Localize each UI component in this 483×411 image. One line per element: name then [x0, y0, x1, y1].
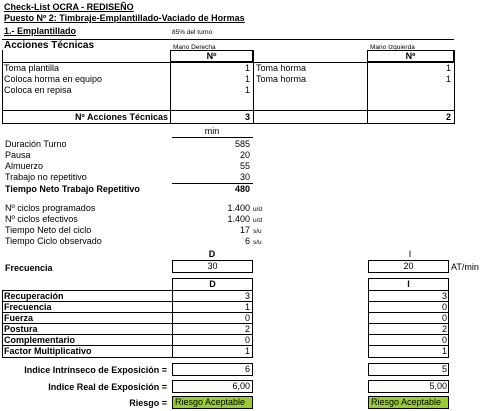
ciclos-programados-label: Nº ciclos programados	[5, 203, 96, 213]
fuerza-d: 0	[244, 313, 250, 323]
tiempo-neto-ciclo-value: 17	[239, 225, 250, 235]
mano-izquierda-label: Mano Izquierda	[370, 44, 415, 51]
postura-label: Postura	[4, 324, 38, 334]
riesgo-i-badge: Riesgo Aceptable	[368, 396, 449, 409]
factor-multiplicativo-label: Factor Multiplicativo	[4, 346, 92, 356]
no-repetitivo-label: Trabajo no repetitivo	[5, 172, 87, 182]
factor-multiplicativo-i: 1	[441, 346, 447, 356]
real-d: 6,00	[232, 381, 250, 391]
total-right: 3	[244, 112, 250, 122]
right-row-3-label: Coloca en repisa	[4, 85, 72, 95]
freq-i-value: 20	[403, 261, 414, 271]
freq-d-label: D	[208, 249, 216, 259]
neto-value: 480	[234, 184, 250, 194]
tiempo-neto-ciclo-label: Tiempo Neto del ciclo	[5, 225, 92, 235]
duracion-value: 585	[234, 139, 250, 149]
left-row-1-value: 1	[445, 63, 451, 73]
duracion-label: Duración Turno	[5, 139, 67, 149]
right-row-1-label: Toma plantilla	[4, 63, 60, 73]
total-left: 2	[445, 112, 451, 122]
left-row-1-label: Toma horma	[256, 63, 307, 73]
real-i: 5,00	[429, 381, 447, 391]
section-title: 1.- Emplantillado	[4, 26, 77, 36]
right-row-2-value: 1	[244, 74, 250, 84]
no-repetitivo-value: 30	[239, 172, 250, 182]
turno-note: 85% del turno	[172, 29, 213, 36]
ciclos-efectivos-value: 1.400	[227, 214, 250, 224]
right-row-2-label: Coloca horma en equipo	[4, 74, 103, 84]
ciclos-efectivos-unit: u/d	[253, 217, 263, 224]
tiempo-ciclo-observado-value: 6	[244, 236, 250, 246]
intrinseco-d: 6	[244, 364, 250, 374]
recuperacion-label: Recuperación	[4, 291, 64, 301]
real-label: Indice Real de Exposición =	[48, 382, 167, 392]
recuperacion-i: 3	[441, 291, 447, 301]
total-label: Nº Acciones Técnicas	[75, 112, 168, 122]
left-row-2-value: 1	[445, 74, 451, 84]
postura-d: 2	[244, 324, 250, 334]
freq-unit: AT/min	[451, 262, 479, 272]
neto-label: Tiempo Neto Trabajo Repetitivo	[5, 184, 140, 194]
freq-d-value: 30	[207, 261, 218, 271]
pausa-value: 20	[239, 150, 250, 160]
tiempo-ciclo-observado-unit: s/u	[253, 239, 262, 246]
mano-derecha-label: Mano Derecha	[173, 44, 216, 51]
acciones-header: Acciones Técnicas	[4, 40, 95, 51]
tiempo-ciclo-observado-label: Tiempo Ciclo observado	[5, 236, 102, 246]
intrinseco-i: 5	[441, 364, 447, 374]
factores-d-header: D	[209, 279, 216, 289]
intrinseco-label: Indice Intrínseco de Exposición =	[24, 365, 167, 375]
freq-i-label: I	[408, 249, 412, 259]
riesgo-d-badge: Riesgo Aceptable	[172, 396, 253, 409]
n-header-left: Nº	[405, 51, 416, 61]
page-subtitle: Puesto Nº 2: Timbraje-Emplantillado-Vaciado de Hormas	[4, 13, 245, 23]
ciclos-programados-value: 1.400	[227, 203, 250, 213]
complementario-label: Complementario	[4, 335, 76, 345]
right-row-1-value: 1	[244, 63, 250, 73]
frecuencia-factor-d: 1	[244, 302, 250, 312]
fuerza-i: 0	[441, 313, 447, 323]
frecuencia-factor-label: Frecuencia	[4, 302, 52, 312]
min-header: min	[204, 126, 220, 136]
almuerzo-label: Almuerzo	[5, 161, 44, 171]
postura-i: 2	[441, 324, 447, 334]
almuerzo-value: 55	[239, 161, 250, 171]
tiempo-neto-ciclo-unit: s/u	[253, 228, 262, 235]
factores-i-header: I	[407, 279, 410, 289]
riesgo-label: Riesgo =	[129, 398, 167, 408]
left-row-2-label: Toma horma	[256, 74, 307, 84]
complementario-d: 0	[244, 335, 250, 345]
page-title: Check-List OCRA - REDISEÑO	[4, 2, 134, 12]
frecuencia-label: Frecuencia	[5, 263, 53, 273]
right-row-3-value: 1	[244, 85, 250, 95]
ciclos-programados-unit: u/d	[253, 206, 263, 213]
fuerza-label: Fuerza	[4, 313, 34, 323]
recuperacion-d: 3	[244, 291, 250, 301]
n-header-right: Nº	[206, 51, 217, 61]
pausa-label: Pausa	[5, 150, 31, 160]
factor-multiplicativo-d: 1	[244, 346, 250, 356]
frecuencia-factor-i: 0	[441, 302, 447, 312]
ciclos-efectivos-label: Nº ciclos efectivos	[5, 214, 78, 224]
complementario-i: 0	[441, 335, 447, 345]
